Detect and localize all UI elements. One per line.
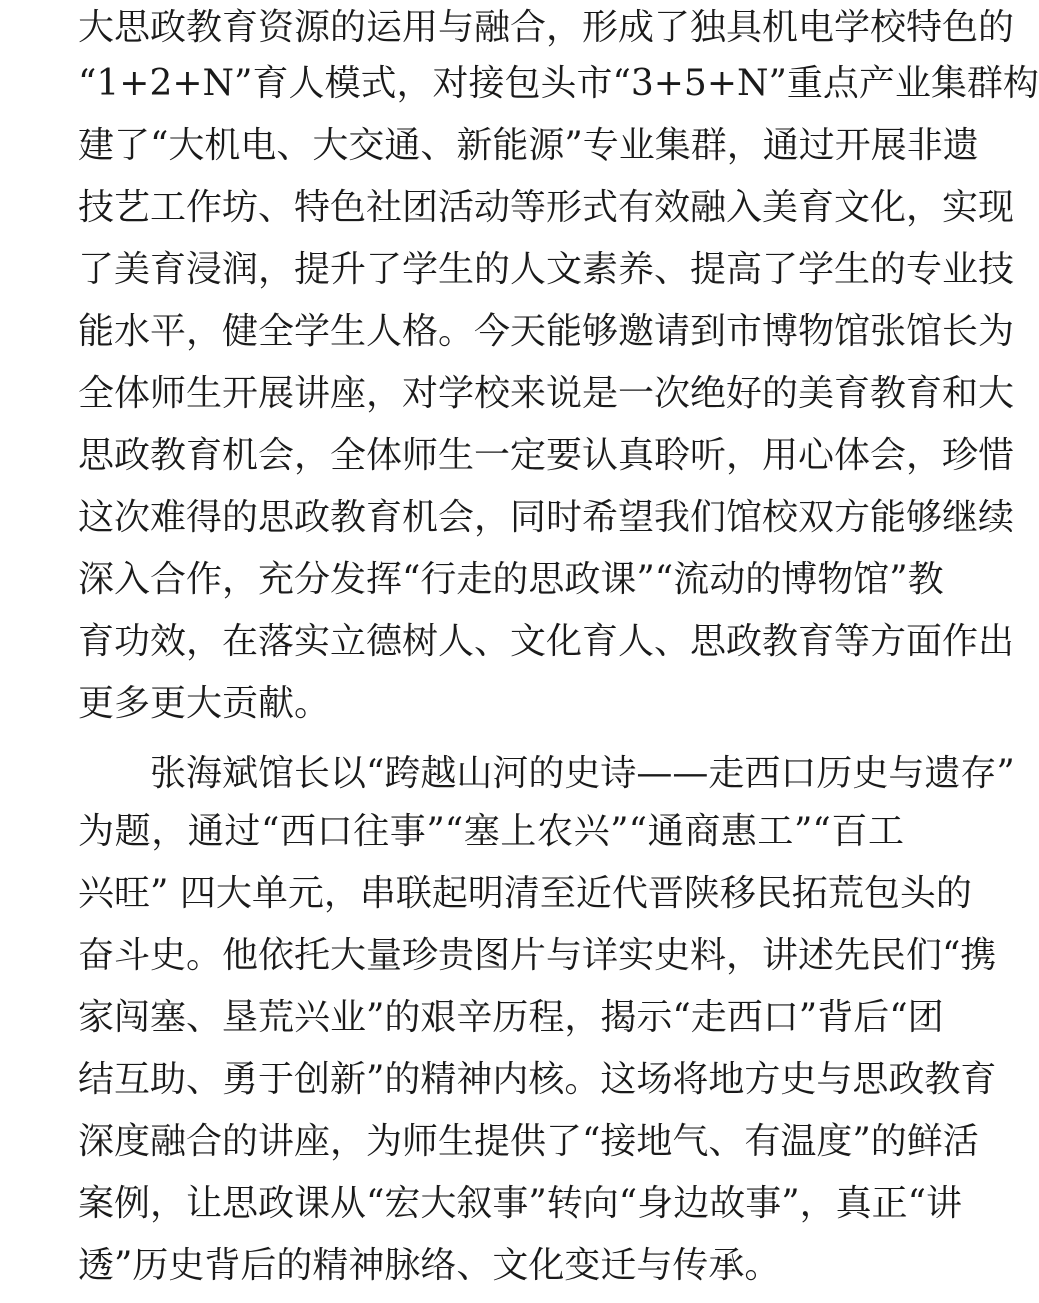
paragraph-1-line: 这次难得的思政教育机会，同时希望我们馆校双方能够继续 (78, 497, 1015, 538)
paragraph-2-line: 张海斌馆长以“跨越山河的史诗——走西口历史与遗存” (150, 753, 1015, 794)
paragraph-2-line: 结互助、勇于创新”的精神内核。这场将地方史与思政教育 (78, 1059, 997, 1100)
paragraph-1-line: 深入合作，充分发挥“行走的思政课”“流动的博物馆”教 (78, 559, 944, 600)
paragraph-1-line: 思政教育机会，全体师生一定要认真聆听，用心体会，珍惜 (78, 435, 1015, 476)
paragraph-1-line: 了美育浸润，提升了学生的人文素养、提高了学生的专业技 (78, 249, 1015, 290)
paragraph-1-line: 育功效，在落实立德树人、文化育人、思政教育等方面作出 (78, 621, 1015, 662)
paragraph-2-line: 为题，通过“西口往事”“塞上农兴”“通商惠工”“百工 (78, 811, 904, 852)
paragraph-1-line: 建了“大机电、大交通、新能源”专业集群，通过开展非遗 (78, 125, 979, 166)
paragraph-1-line: 技艺工作坊、特色社团活动等形式有效融入美育文化，实现 (78, 187, 1015, 228)
paragraph-2-line: 兴旺” 四大单元，串联起明清至近代晋陕移民拓荒包头的 (78, 873, 972, 914)
paragraph-2-line: 奋斗史。他依托大量珍贵图片与详实史料，讲述先民们“携 (78, 935, 997, 976)
paragraph-2-line: 深度融合的讲座，为师生提供了“接地气、有温度”的鲜活 (78, 1121, 979, 1162)
paragraph-1-line: 能水平，健全学生人格。今天能够邀请到市博物馆张馆长为 (78, 311, 1015, 352)
paragraph-1-line: 更多更大贡献。 (78, 683, 331, 724)
paragraph-2-line: 透”历史背后的精神脉络、文化变迁与传承。 (78, 1245, 781, 1286)
paragraph-1-line: 全体师生开展讲座，对学校来说是一次绝好的美育教育和大 (78, 373, 1015, 414)
paragraph-1-line: 大思政教育资源的运用与融合，形成了独具机电学校特色的 (78, 7, 1015, 48)
paragraph-2-line: 案例，让思政课从“宏大叙事”转向“身边故事”，真正“讲 (78, 1183, 963, 1224)
paragraph-1-line: “1+2+N”育人模式，对接包头市“3+5+N”重点产业集群构 (78, 63, 1039, 104)
paragraph-2-line: 家闯塞、垦荒兴业”的艰辛历程，揭示“走西口”背后“团 (78, 997, 944, 1038)
